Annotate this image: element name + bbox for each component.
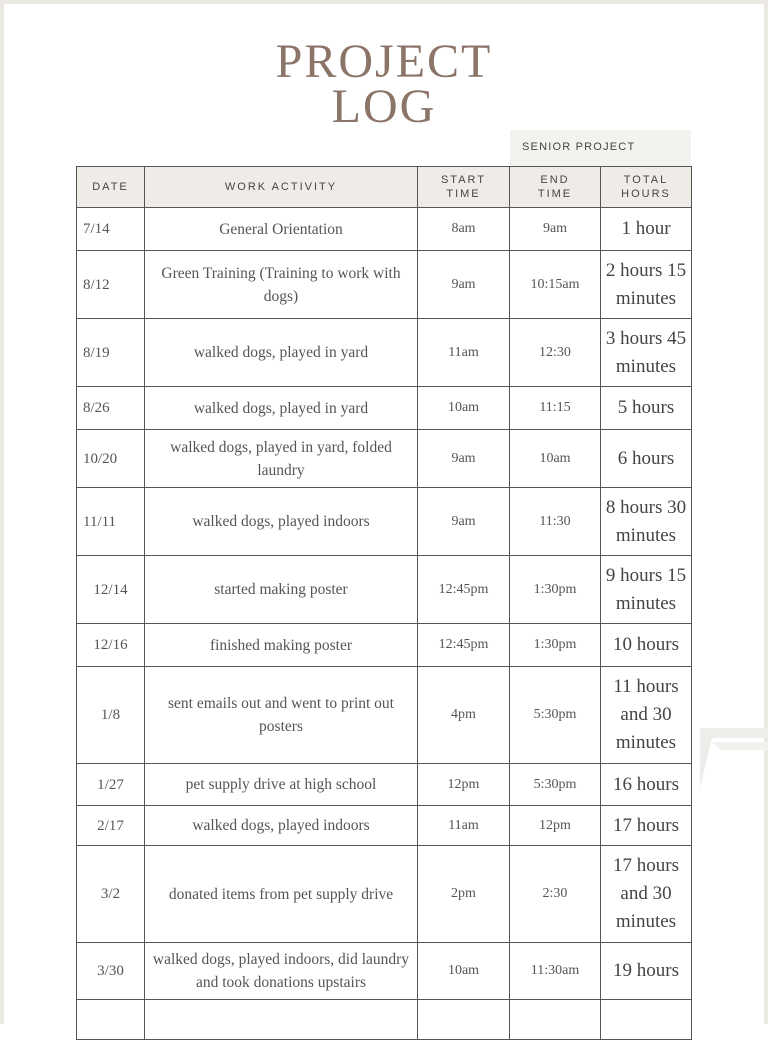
table-row [77, 251, 692, 319]
page-title-line1: PROJECT [275, 35, 493, 88]
cell-start-time: 11am [418, 806, 510, 846]
cell-total-hours: 2 hours 15 minutes [601, 251, 692, 319]
cell-activity: walked dogs, played in yard [145, 319, 418, 387]
cell-total-hours: 5 hours [601, 387, 692, 430]
cell-start-time: 8am [418, 208, 510, 251]
cell-activity: Green Training (Training to work with dogs) [145, 251, 418, 319]
cell-start-time [418, 1000, 510, 1040]
cell-start-time: 9am [418, 251, 510, 319]
cell-end-time: 1:30pm [510, 624, 601, 667]
table-row [77, 943, 692, 1000]
cell-start-time: 9am [418, 430, 510, 488]
table-row [77, 488, 692, 556]
cell-end-time: 11:15 [510, 387, 601, 430]
cell-activity: finished making poster [145, 624, 418, 667]
cell-date [77, 1000, 145, 1040]
header-total-hours: TOTAL HOURS [601, 167, 692, 208]
table-header-row [77, 167, 692, 208]
header-date: DATE [77, 167, 145, 208]
cell-total-hours: 17 hours [601, 806, 692, 846]
cell-activity: donated items from pet supply drive [145, 846, 418, 943]
cell-date: 7/14 [77, 208, 145, 251]
cell-date: 11/11 [77, 488, 145, 556]
cell-start-time: 10am [418, 387, 510, 430]
decorative-stripe-graphic [690, 728, 768, 968]
cell-activity: walked dogs, played indoors [145, 806, 418, 846]
cell-end-time: 2:30 [510, 846, 601, 943]
header-end-time: END TIME [510, 167, 601, 208]
cell-date: 12/16 [77, 624, 145, 667]
table-row [77, 387, 692, 430]
cell-total-hours [601, 1000, 692, 1040]
project-log-table [76, 166, 692, 1040]
cell-total-hours: 6 hours [601, 430, 692, 488]
cell-end-time: 12:30 [510, 319, 601, 387]
cell-end-time: 11:30am [510, 943, 601, 1000]
cell-date: 8/19 [77, 319, 145, 387]
cell-activity: General Orientation [145, 208, 418, 251]
cell-end-time: 1:30pm [510, 556, 601, 624]
cell-activity: walked dogs, played in yard, folded laundry [145, 430, 418, 488]
cell-total-hours: 17 hours and 30 minutes [601, 846, 692, 943]
subtitle-label: SENIOR PROJECT [510, 130, 691, 166]
cell-activity [145, 1000, 418, 1040]
cell-activity: walked dogs, played indoors, did laundry and took donations upstairs [145, 943, 418, 1000]
cell-date: 10/20 [77, 430, 145, 488]
cell-start-time: 12pm [418, 764, 510, 806]
cell-end-time: 10am [510, 430, 601, 488]
table-row [77, 806, 692, 846]
cell-start-time: 12:45pm [418, 624, 510, 667]
cell-date: 2/17 [77, 806, 145, 846]
cell-activity: pet supply drive at high school [145, 764, 418, 806]
cell-total-hours: 3 hours 45 minutes [601, 319, 692, 387]
cell-end-time: 5:30pm [510, 667, 601, 764]
header-work-activity: WORK ACTIVITY [145, 167, 418, 208]
cell-end-time: 12pm [510, 806, 601, 846]
cell-date: 8/12 [77, 251, 145, 319]
cell-total-hours: 1 hour [601, 208, 692, 251]
cell-date: 3/2 [77, 846, 145, 943]
cell-start-time: 2pm [418, 846, 510, 943]
cell-date: 8/26 [77, 387, 145, 430]
cell-total-hours: 10 hours [601, 624, 692, 667]
cell-end-time [510, 1000, 601, 1040]
cell-date: 1/8 [77, 667, 145, 764]
cell-date: 1/27 [77, 764, 145, 806]
table-row [77, 846, 692, 943]
cell-total-hours: 19 hours [601, 943, 692, 1000]
cell-activity: walked dogs, played in yard [145, 387, 418, 430]
cell-total-hours: 9 hours 15 minutes [601, 556, 692, 624]
cell-start-time: 10am [418, 943, 510, 1000]
cell-end-time: 10:15am [510, 251, 601, 319]
table-row [77, 667, 692, 764]
header-start-time: START TIME [418, 167, 510, 208]
table-row [77, 319, 692, 387]
table-row [77, 208, 692, 251]
page-title-line2: LOG [331, 80, 437, 133]
table-row [77, 430, 692, 488]
cell-end-time: 5:30pm [510, 764, 601, 806]
cell-activity: started making poster [145, 556, 418, 624]
cell-end-time: 11:30 [510, 488, 601, 556]
table-row [77, 1000, 692, 1040]
cell-start-time: 9am [418, 488, 510, 556]
cell-start-time: 4pm [418, 667, 510, 764]
table-row [77, 764, 692, 806]
table-row [77, 556, 692, 624]
cell-activity: walked dogs, played indoors [145, 488, 418, 556]
cell-date: 12/14 [77, 556, 145, 624]
table-row [77, 624, 692, 667]
cell-total-hours: 8 hours 30 minutes [601, 488, 692, 556]
cell-start-time: 11am [418, 319, 510, 387]
cell-end-time: 9am [510, 208, 601, 251]
cell-start-time: 12:45pm [418, 556, 510, 624]
cell-total-hours: 11 hours and 30 minutes [601, 667, 692, 764]
cell-activity: sent emails out and went to print out posters [145, 667, 418, 764]
cell-date: 3/30 [77, 943, 145, 1000]
cell-total-hours: 16 hours [601, 764, 692, 806]
